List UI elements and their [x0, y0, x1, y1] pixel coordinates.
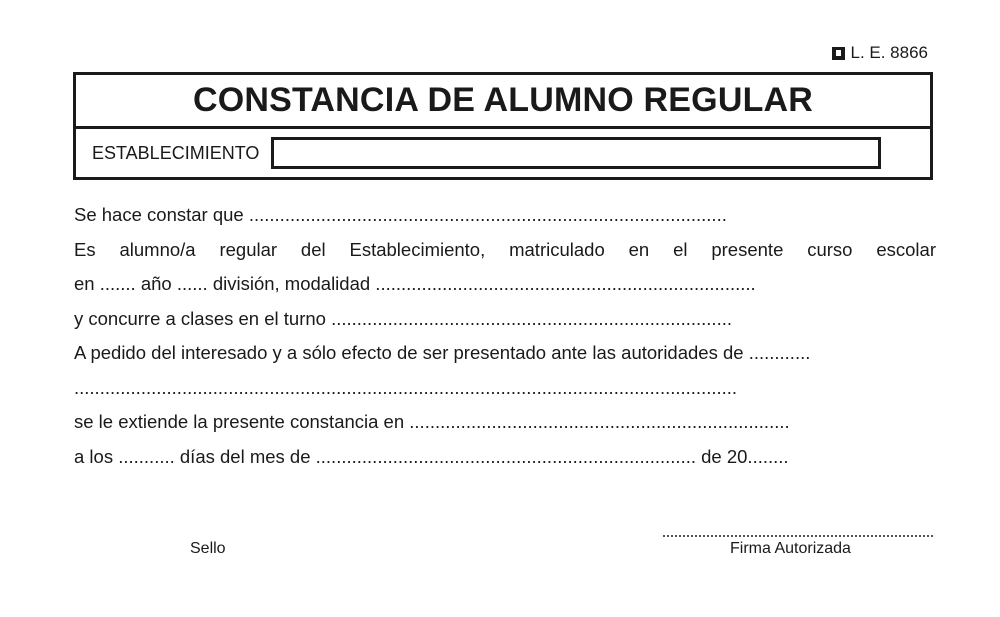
body-line-8: a los ........... días del mes de .......................................................................... de 20........	[74, 445, 789, 467]
signature-label: Firma Autorizada	[730, 540, 851, 557]
body-line-3: en ....... año ...... división, modalidad ..........................................................................	[74, 273, 756, 294]
body-word: regular	[219, 238, 278, 260]
document-title: CONSTANCIA DE ALUMNO REGULAR	[76, 75, 930, 129]
publisher-logo-icon	[832, 47, 845, 60]
body-word: del	[300, 238, 326, 260]
body-line-1: Se hace constar que .............................................................................................	[74, 204, 727, 225]
body-word: presente	[711, 238, 784, 260]
body-word: escolar	[876, 238, 936, 260]
body-word: curso	[807, 238, 853, 260]
body-line-4: y concurre a clases en el turno ..............................................................................	[74, 307, 732, 329]
establishment-row	[76, 129, 930, 177]
body-line-6: .................................................................................................................................	[74, 376, 738, 398]
body-line-5: A pedido del interesado y a sólo efecto de ser presentado ante las autoridades de ............	[74, 342, 811, 363]
form-code-text: L. E. 8866	[850, 43, 928, 62]
establishment-field[interactable]	[271, 137, 881, 169]
body-word: Es	[74, 238, 96, 260]
stamp-label: Sello	[190, 540, 226, 557]
body-word: matriculado	[509, 238, 605, 260]
body-word: alumno/a	[119, 238, 196, 260]
form-code	[832, 43, 928, 63]
header-frame	[73, 72, 933, 180]
establishment-label: ESTABLECIMIENTO	[92, 142, 260, 163]
body-word: el	[673, 238, 688, 260]
body-line-7: se le extiende la presente constancia en ..........................................................................	[74, 411, 790, 432]
body-line-2	[74, 233, 936, 268]
body-word: en	[628, 238, 650, 260]
body-word: Establecimiento,	[349, 238, 486, 260]
certificate-body	[74, 198, 936, 474]
signature-line	[663, 535, 933, 537]
